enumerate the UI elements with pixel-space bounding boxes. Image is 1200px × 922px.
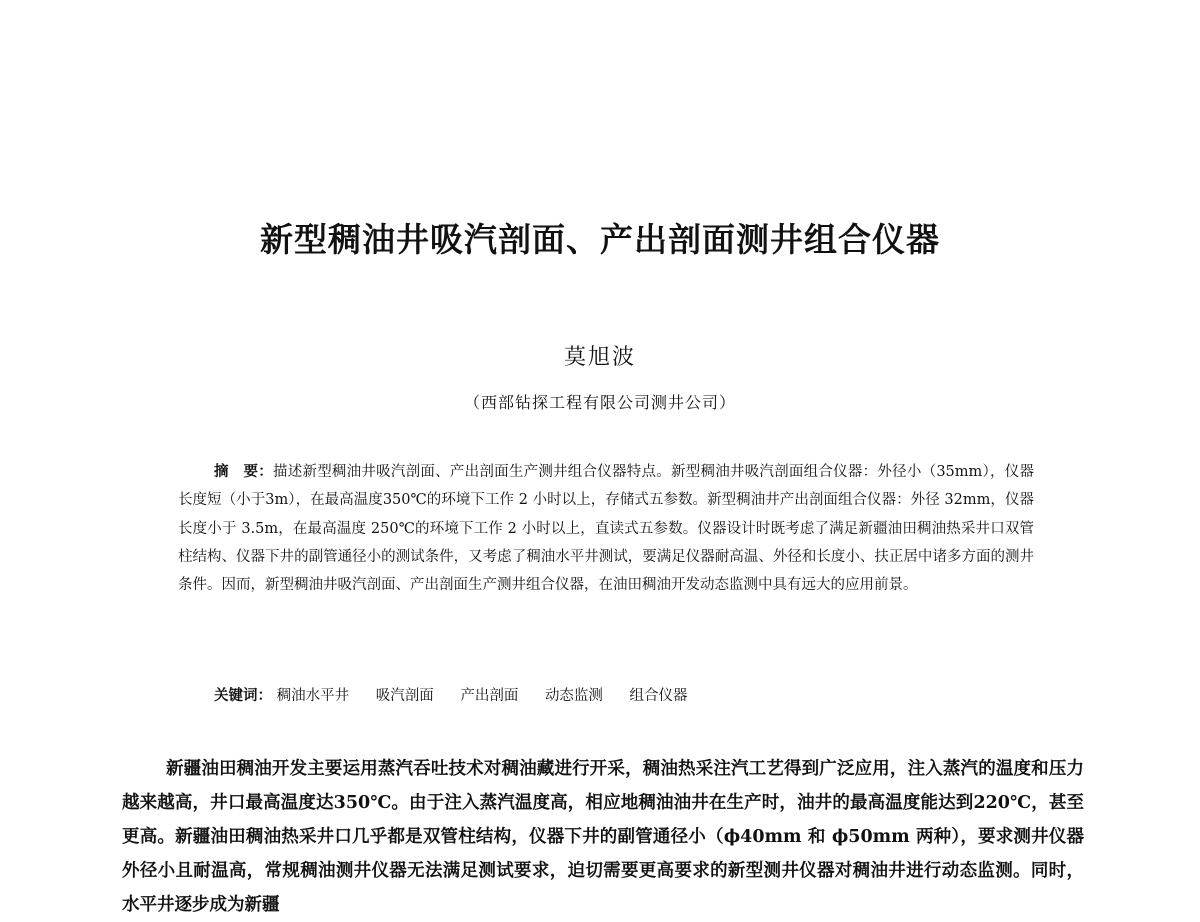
- keyword-item: 动态监测: [544, 688, 603, 704]
- keyword-item: 组合仪器: [629, 688, 688, 704]
- author-name: 莫旭波: [563, 345, 636, 370]
- abstract: [178, 458, 1034, 599]
- body-paragraph: 新疆油田稠油开发主要运用蒸汽吞吐技术对稠油藏进行开采，稠油热采注汽工艺得到广泛应用，注入蒸汽的温度和压力越来越高，井口最高温度达350℃。由于注入蒸汽温度高，相应地稠油油井在生产时，油井的最高温度能达到220℃，甚至更高。新疆油田稠油热采井口几乎都是双管柱结构，仪器下井的副管通径小（ϕ40mm 和 ϕ50mm 两种），要求测井仪器外径小且耐温高，常规稠油测井仪器无法满足测试要求，迫切需要更高要求的新型测井仪器对稠油井进行动态监测。同时，水平井逐步成为新疆: [122, 759, 1084, 915]
- keyword-item: 吸汽剖面: [375, 688, 434, 704]
- keyword-item: 产出剖面: [460, 688, 519, 704]
- abstract-text: 描述新型稠油井吸汽剖面、产出剖面生产测井组合仪器特点。新型稠油井吸汽剖面组合仪器：外径小（35mm），仪器长度短（小于3m），在最高温度350℃的环境下工作 2 小时以上，存储式五参数。新型稠油井产出剖面组合仪器：外径 32mm，仪器长度小于 3.5m，在最高温度 250℃的环境下工作 2 小时以上，直读式五参数。仪器设计时既考虑了满足新疆油田稠油热采井口双管柱结构、仪器下井的副管通径小的测试条件，又考虑了稠油水平井测试，要满足仪器耐高温、外径和长度小、扶正居中诸多方面的测井条件。因而，新型稠油井吸汽剖面、产出剖面生产测井组合仪器，在油田稠油开发动态监测中具有远大的应用前景。: [178, 464, 1034, 594]
- author-affiliation: （西部钻探工程有限公司测井公司）: [463, 393, 736, 412]
- abstract-label: 摘 要：: [214, 464, 273, 480]
- keywords-label: 关键词：: [214, 688, 272, 704]
- keywords: [214, 684, 1034, 708]
- keyword-item: 稠油水平井: [276, 688, 350, 704]
- paper-title: 新型稠油井吸汽剖面、产出剖面测井组合仪器: [260, 220, 940, 259]
